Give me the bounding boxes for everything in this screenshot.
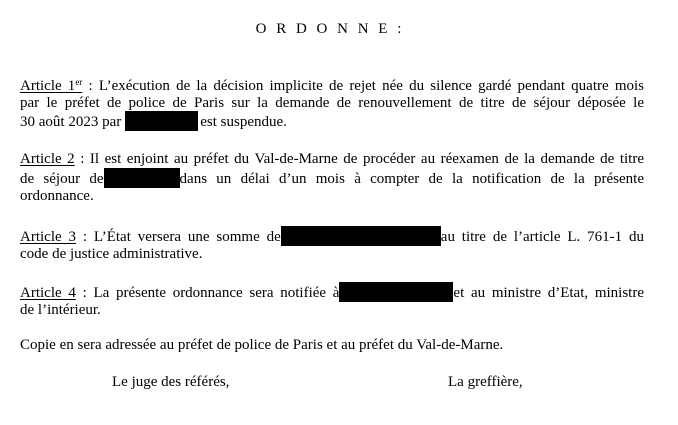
article-1-text-line3-after: est suspendue. [200,114,287,130]
ordonne-heading: O R D O N N E : [255,21,405,37]
article-3-label: Article 3 [20,229,77,245]
article-3: Article 3 : L’État versera une somme de au titre de l’article L. 761-1 du code de justice administrative. [20,226,644,263]
article-3-text-line1-before: L’État versera une somme de [93,229,281,245]
article-4: Article 4 : La présente ordonnance sera notifiée à et au ministre d’Etat, ministre de l’intérieur. [20,282,644,319]
article-1: Article 1er : L’exécution de la décision implicite de rejet née du silence gardé pendant quatre mois par le préfet de police de Paris sur la demande de renouvellement de titre de séjour déposée le 30 août 2023 par est suspendue. [20,77,644,130]
article-1-text-line3-before: 30 août 2023 par [20,114,122,130]
judge-signature-line: Le juge des référés, [112,374,230,390]
clerk-signature-line: La greffière, [448,374,523,390]
article-2-label: Article 2 [20,151,75,167]
copy-notice: Copie en sera adressée au préfet de police de Paris et au préfet du Val-de-Marne. [20,337,504,353]
article-2: Article 2 : Il est enjoint au préfet du Val-de-Marne de procéder au réexamen de la demande de titre de séjour de dans un délai d’un mois à compter de la notification de la présente ordonnance. [20,151,645,204]
article-4-text-line1-before: La présente ordonnance sera notifiée à [93,285,340,301]
article-2-text-line3: ordonnance. [20,187,94,204]
redaction-box [339,282,453,302]
article-4-text-line2: de l’intérieur. [20,302,101,318]
article-4-text-line1-after: et au ministre d’Etat, ministre [453,285,644,301]
article-2-text-line2-after: dans un délai d’un mois à compter de la notification de la présente [179,170,645,187]
article-2-text-line2-before: de séjour de [20,170,104,187]
article-2-text-line1: Il est enjoint au préfet du Val-de-Marne de procéder au réexamen de la demande de titre [89,151,644,167]
article-4-label: Article 4 [20,285,76,301]
redaction-box [125,111,198,131]
redaction-box [104,168,180,188]
article-3-text-line2: code de justice administrative. [20,246,203,262]
redaction-box [281,226,441,246]
article-1-text-line1: L’exécution de la décision implicite de rejet née du silence gardé pendant quatre mois [98,78,644,94]
article-1-label: Article 1er [20,77,83,94]
article-3-text-line1-after: au titre de l’article L. 761-1 du [440,229,644,245]
article-1-text-line2: par le préfet de police de Paris sur la demande de renouvellement de titre de séjour déposée le [20,94,644,111]
